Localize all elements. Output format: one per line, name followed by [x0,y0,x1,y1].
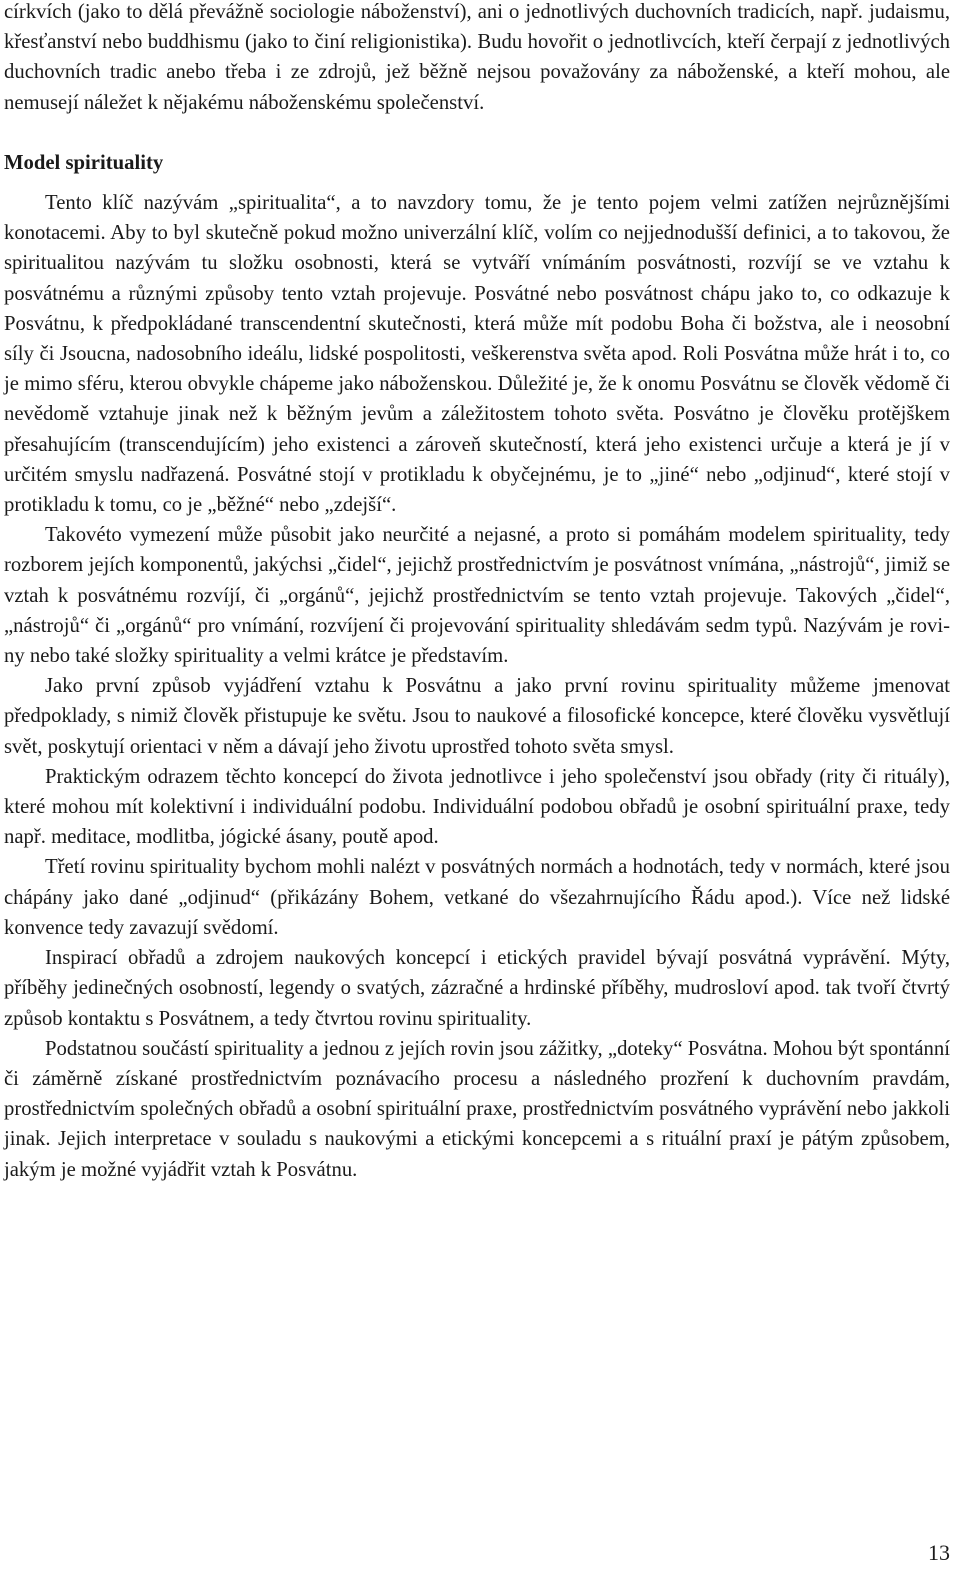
body-paragraph-5: Třetí rovinu spirituality bychom mohli nalézt v posvátných normách a hodnotách, tedy v normách, které jsou chápány jako dané „odjinud“ (přikázány Bohem, vetkané do všezahrnujícího Řádu apod.). Více než lidské konvence tedy zavazují svědomí. [4,856,950,939]
body-paragraph-4: Praktickým odrazem těchto koncepcí do života jednotlivce i jeho společenství jsou obřady (rity či rituály), které mohou mít kolektivní i individuální podobu. Individuální podobou obřadů je osobní spirituální praxe, tedy např. meditace, modlitba, jógické ásany, poutě apod. [4,765,950,849]
section-heading: Model spirituality [4,151,164,174]
opening-paragraph: církvích (jako to dělá převážně sociologie náboženství), ani o jednotlivých duchovních tradicích, např. judaismu, křesťanství nebo buddhismu (jako to činí religionistika). Budu hovořit o jednotlivcích, kteří čerpají z jednotlivých duchovních tradic anebo třeba i ze zdrojů, jež běžně nejsou považovány za náboženské, a kteří mohou, ale nemusejí náležet k nějakému náboženskému společenství. [4,1,950,114]
body-paragraph-3: Jako první způsob vyjádření vztahu k Posvátnu a jako první rovinu spirituality můžeme jmenovat předpoklady, s nimiž člověk přistupuje ke světu. Jsou to naukové a filosofické koncepce, které člověku vysvětlují svět, poskytují orientaci v něm a dávají jeho životu uprostřed tohoto světa smysl. [4,675,950,758]
document-page [4,0,950,1185]
body-paragraph-2: Takovéto vymezení může působit jako neurčité a nejasné, a proto si pomáhám modelem spirituality, tedy rozborem jejích komponentů, jakýchsi „čidel“, jejichž prostřednictvím je posvátnost vnímána, „nástrojů“, jimiž se vztah k posvátnému rozvíjí, či „orgánů“, jejichž prostřednictvím se tento vztah projevuje. Takových „čidel“, „nástrojů“ či „orgánů“ pro vnímání, rozvíjení či projevování spirituality shledávám sedm typů. Nazývám je roviny nebo také složky spirituality a velmi krátce je představím. [4,524,950,668]
body-paragraph-1: Tento klíč nazývám „spiritualita“, a to navzdory tomu, že je tento pojem velmi zatížen nejrůznějšími konotacemi. Aby to byl skutečně pokud možno univerzální klíč, volím co nejjednodušší definici, a to takovou, že spiritualitou nazývám tu složku osobnosti, která se vytváří vnímáním posvátnosti, rozvíjí se ve vztahu k posvátnému a různými způsoby tento vztah projevuje. Posvátné nebo posvátnost chápu jako to, co odkazuje k Posvátnu, k předpokládané transcendentní skutečnosti, která může mít podobu Boha či božstva, ale i neosobní síly či Jsoucna, nadosobního ideálu, lidské pospolitosti, veškerenstva světa apod. Roli Posvátna může hrát i to, co je mimo sféru, kterou obvykle chápeme jako náboženskou. Důležité je, že k onomu Posvátnu se člověk vědomě či nevědomě vztahuje jinak než k běžným jevům a záležitostem tohoto světa. Posvátno je člověku protějškem přesahujícím (transcendujícím) jeho existenci a zároveň skutečností, která jeho existenci určuje a která je jí v určitém smyslu nadřazená. Posvátné stojí v protikladu k obyčejnému, je to „jiné“ nebo „odjinud“, které stojí v protikladu k tomu, co je „běžné“ nebo „zdejší“. [4,192,950,517]
body-paragraph-6: Inspirací obřadů a zdrojem naukových koncepcí i etických pravidel bývají posvátná vyprávění. Mýty, příběhy jedinečných osobností, legendy o svatých, zázračné a hrdinské příběhy, mudrosloví apod. tak tvoří čtvrtý způsob kontaktu s Posvátnem, a tedy čtvrtou rovinu spirituality. [4,947,950,1030]
page-number: 13 [928,1540,950,1565]
body-paragraph-7: Podstatnou součástí spirituality a jednou z jejích rovin jsou zážitky, „doteky“ Posvátna. Mohou být spontánní či záměrně získané prostřednictvím poznávacího procesu a následného prozření k duchovním pravdám, prostřednictvím společných obřadů a osobní spirituální praxe, prostřednictvím posvátného vyprávění nebo jakkoli jinak. Jejich interpretace v souladu s naukovými a etickými koncepcemi a s rituální praxí je pátým způsobem, jakým je možné vyjádřit vztah k Posvátnu. [4,1037,950,1181]
